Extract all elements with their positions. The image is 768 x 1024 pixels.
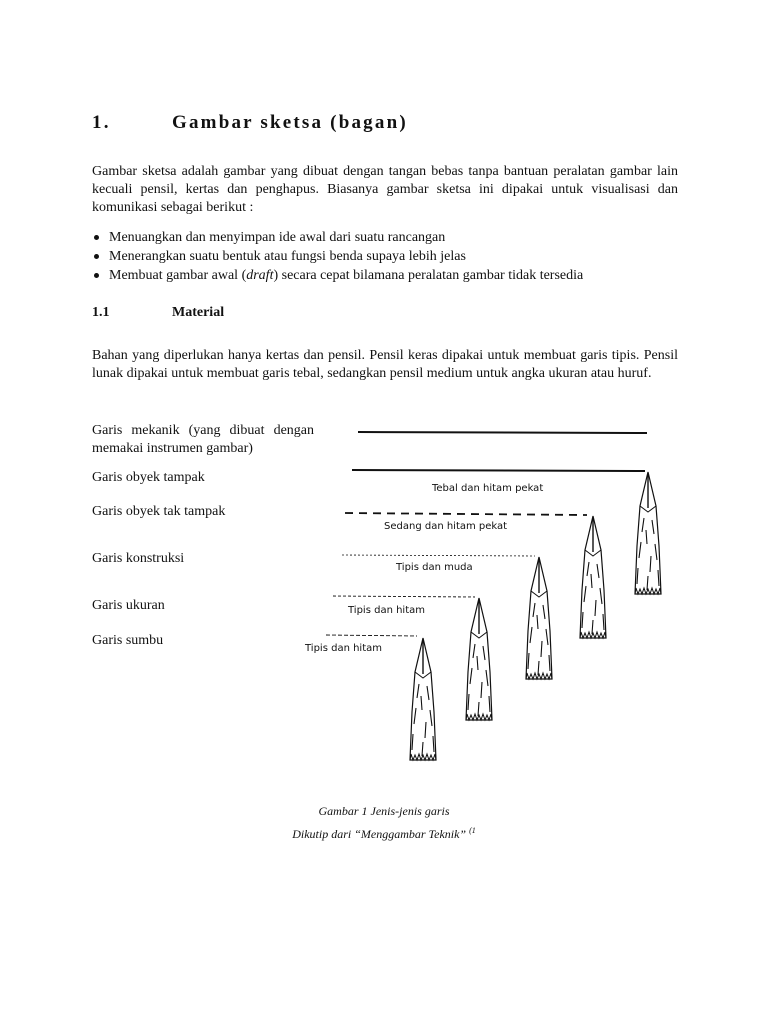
- usage-list: [92, 228, 583, 285]
- pencil-icon: [635, 472, 661, 594]
- figure-source-text: Dikutip dari “Menggambar Teknik”: [292, 827, 470, 841]
- line-type-label: Garis mekanik (yang dibuat dengan memakai instrumen gambar): [92, 423, 314, 456]
- material-paragraph: Bahan yang diperlukan hanya kertas dan pensil. Pensil keras dipakai untuk membuat garis tipis. Pensil lunak dipakai untuk membuat garis tebal, sedangkan pensil medium untuk angka ukuran atau huruf.: [92, 348, 678, 381]
- list-item-italic-term: draft: [246, 268, 274, 283]
- list-item-text-before: Membuat gambar awal (: [109, 268, 247, 283]
- figure-label: Sedang dan hitam pekat: [384, 521, 508, 532]
- line-type-label: Garis obyek tampak: [92, 470, 205, 485]
- pencil-icon: [410, 638, 436, 760]
- list-item-text-after: ) secara cepat bilamana peralatan gambar tidak tersedia: [273, 268, 584, 283]
- pencil-icon: [466, 598, 492, 720]
- hidden-line: [345, 513, 587, 515]
- subsection-number: 1.1: [92, 305, 110, 320]
- line-type-label: Garis obyek tak tampak: [92, 504, 226, 519]
- figure-label: Tipis dan muda: [396, 562, 473, 573]
- mechanical-line: [358, 432, 647, 433]
- list-item: [92, 266, 583, 285]
- footnote-reference: (1: [469, 826, 476, 835]
- center-line: [326, 635, 417, 636]
- figure-label: Tipis dan hitam: [305, 643, 382, 654]
- visible-line: [352, 470, 645, 471]
- line-type-label: Garis sumbu: [92, 633, 164, 648]
- pencil-icon: [580, 516, 606, 638]
- section-number: 1.: [92, 112, 111, 133]
- line-type-label: Garis konstruksi: [92, 551, 185, 566]
- figure-label: Tipis dan hitam: [348, 605, 425, 616]
- figure-caption: Gambar 1 Jenis-jenis garis: [318, 804, 450, 818]
- section-title: Gambar sketsa (bagan): [172, 112, 408, 133]
- list-item: Menerangkan suatu bentuk atau fungsi benda supaya lebih jelas: [92, 247, 583, 266]
- pencil-icon: [526, 557, 552, 679]
- line-types-figure: [295, 410, 675, 775]
- figure-source: [0, 826, 768, 842]
- construction-line: [342, 555, 535, 556]
- subsection-heading: [92, 305, 224, 321]
- subsection-title: Material: [172, 305, 225, 320]
- intro-paragraph: Gambar sketsa adalah gambar yang dibuat dengan tangan bebas tanpa bantuan peralatan gambar lain kecuali pensil, kertas dan penghapus. Biasanya gambar sketsa ini dipakai untuk visualisasi dan komunikasi sebagai berikut :: [92, 164, 678, 215]
- line-type-label: Garis ukuran: [92, 598, 165, 613]
- figure-label: Tebal dan hitam pekat: [432, 483, 544, 494]
- list-item: Menuangkan dan menyimpan ide awal dari suatu rancangan: [92, 228, 583, 247]
- section-heading: [92, 112, 408, 134]
- dimension-line: [333, 596, 475, 597]
